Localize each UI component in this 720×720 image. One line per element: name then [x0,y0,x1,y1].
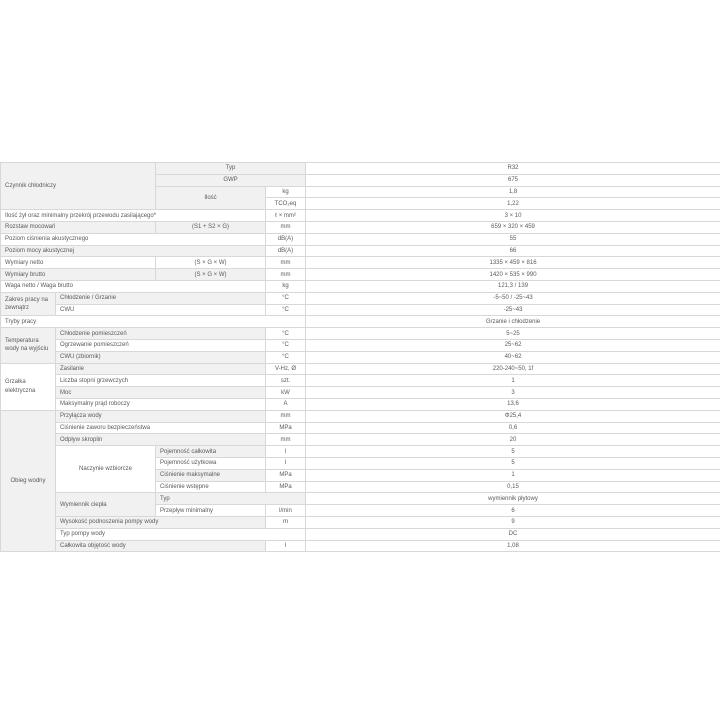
exchanger-type-label: Typ [156,493,306,505]
table-row [1,540,720,552]
heater-row-unit: szt. [266,375,306,387]
vessel-row-label: Ciśnienie wstępne [156,481,266,493]
condensate-label: Odpływ skroplin [56,434,266,446]
connection-value: Φ25,4 [306,410,720,422]
vessel-row-unit: MPa [266,481,306,493]
vessel-row-value: 0,15 [306,481,720,493]
wires-label: Ilość żył oraz minimalny przekrój przewodu zasilającego* [1,210,266,222]
sound-power-unit: dB(A) [266,245,306,257]
spacing-value: 659 × 320 × 459 [306,221,720,233]
relief-valve-label: Ciśnienie zaworu bezpieczeństwa [56,422,266,434]
refrigerant-kg-unit: kg [266,186,306,198]
water-temp-row-unit: °C [266,351,306,363]
heater-row-value: 1 [306,375,720,387]
heater-row-value: 13,6 [306,398,720,410]
sound-power-value: 66 [306,245,720,257]
sound-power-label: Poziom mocy akustycznej [1,245,266,257]
table-row [1,375,720,387]
outdoor-range-row-label: CWU [56,304,266,316]
refrigerant-type-label: Typ [156,163,306,175]
table-row [1,221,720,233]
heater-row-unit: V-Hz, Ø [266,363,306,375]
exchanger-flow-value: 6 [306,505,720,517]
table-row [1,316,720,328]
table-row [1,446,720,458]
outdoor-range-row-value: -25~43 [306,304,720,316]
heater-label: Grzałka elektryczna [1,363,56,410]
outdoor-range-row-unit: °C [266,304,306,316]
vessel-row-unit: l [266,457,306,469]
vessel-row-unit: MPa [266,469,306,481]
table-row [1,351,720,363]
table-row [1,434,720,446]
sound-pressure-label: Poziom ciśnienia akustycznego [1,233,266,245]
exchanger-label: Wymiennik ciepła [56,493,156,517]
outdoor-range-row-label: Chłodzenie / Grzanie [56,292,266,304]
heater-row-label: Moc [56,387,266,399]
spacing-unit: mm [266,221,306,233]
heater-row-label: Zasilanie [56,363,266,375]
water-temp-row-unit: °C [266,328,306,340]
water-temp-row-label: Chłodzenie pomieszczeń [56,328,266,340]
heater-row-label: Maksymalny prąd roboczy [56,398,266,410]
pump-type-value: DC [306,528,720,540]
table-row [1,363,720,375]
table-row [1,528,720,540]
water-temp-label: Temperatura wody na wyjściu [1,328,56,363]
table-row [1,280,720,292]
vessel-row-label: Pojemność całkowita [156,446,266,458]
table-row [1,304,720,316]
table-row [1,422,720,434]
dims-net-label: Wymiary netto [1,257,156,269]
pump-type-label: Typ pompy wody [56,528,306,540]
connection-unit: mm [266,410,306,422]
sound-pressure-value: 55 [306,233,720,245]
table-row [1,269,720,281]
dims-gross-unit: mm [266,269,306,281]
refrigerant-tco2-unit: TCO₂eq [266,198,306,210]
water-temp-row-value: 25~62 [306,339,720,351]
vessel-row-label: Ciśnienie maksymalne [156,469,266,481]
pump-head-label: Wysokość podnoszenia pompy wody [56,516,266,528]
exchanger-flow-label: Przepływ minimalny [156,505,266,517]
table-row [1,516,720,528]
exchanger-flow-unit: l/min [266,505,306,517]
table-row [1,292,720,304]
vessel-label: Naczynie wzbiorcze [56,446,156,493]
refrigerant-tco2-value: 1,22 [306,198,720,210]
modes-value: Grzanie i chłodzenie [306,316,720,328]
water-circuit-label: Obieg wodny [1,410,56,552]
refrigerant-gwp-label: GWP [156,174,306,186]
table-row [1,328,720,340]
vessel-row-value: 1 [306,469,720,481]
table-row [1,163,720,175]
table-row [1,233,720,245]
exchanger-type-value: wymiennik płytowy [306,493,720,505]
table-row [1,245,720,257]
spec-table [0,162,720,552]
outdoor-range-label: Zakres pracy na zewnątrz [1,292,56,316]
pump-head-value: 9 [306,516,720,528]
water-temp-row-value: 5~25 [306,328,720,340]
table-row [1,410,720,422]
heater-row-value: 3 [306,387,720,399]
vessel-row-value: 5 [306,446,720,458]
sound-pressure-unit: dB(A) [266,233,306,245]
vessel-row-unit: l [266,446,306,458]
dims-gross-value: 1420 × 535 × 990 [306,269,720,281]
wires-unit: ℓ × mm² [266,210,306,222]
vessel-row-label: Pojemność użytkowa [156,457,266,469]
table-row [1,398,720,410]
dims-net-value: 1335 × 459 × 816 [306,257,720,269]
water-temp-row-label: Ogrzewanie pomieszczeń [56,339,266,351]
weight-value: 121,3 / 139 [306,280,720,292]
spacing-sub: (S1 + S2 × G) [156,221,266,233]
condensate-value: 20 [306,434,720,446]
refrigerant-gwp-value: 675 [306,174,720,186]
vessel-row-value: 5 [306,457,720,469]
table-row [1,210,720,222]
refrigerant-kg-value: 1,8 [306,186,720,198]
dims-gross-label: Wymiary brutto [1,269,156,281]
water-temp-row-value: 40~62 [306,351,720,363]
dims-net-unit: mm [266,257,306,269]
modes-label: Tryby pracy [1,316,306,328]
volume-label: Całkowita objętość wody [56,540,266,552]
heater-row-value: 220-240~50, 1f [306,363,720,375]
refrigerant-label: Czynnik chłodniczy [1,163,156,210]
relief-valve-unit: MPa [266,422,306,434]
condensate-unit: mm [266,434,306,446]
weight-unit: kg [266,280,306,292]
spacing-label: Rozstaw mocowań [1,221,156,233]
dims-net-sub: (S × G × W) [156,257,266,269]
table-row [1,339,720,351]
weight-label: Waga netto / Waga brutto [1,280,266,292]
pump-head-unit: m [266,516,306,528]
heater-row-unit: A [266,398,306,410]
water-temp-row-unit: °C [266,339,306,351]
wires-value: 3 × 10 [306,210,720,222]
volume-value: 1,08 [306,540,720,552]
table-row [1,493,720,505]
table-row [1,257,720,269]
refrigerant-type-value: R32 [306,163,720,175]
heater-row-label: Liczba stopni grzewczych [56,375,266,387]
table-row [1,387,720,399]
outdoor-range-row-value: -5~50 / -25~43 [306,292,720,304]
refrigerant-amount-label: Ilość [156,186,266,210]
water-temp-row-label: CWU (zbiornik) [56,351,266,363]
heater-row-unit: kW [266,387,306,399]
relief-valve-value: 0,6 [306,422,720,434]
connection-label: Przyłącza wody [56,410,266,422]
dims-gross-sub: (S × G × W) [156,269,266,281]
outdoor-range-row-unit: °C [266,292,306,304]
volume-unit: l [266,540,306,552]
